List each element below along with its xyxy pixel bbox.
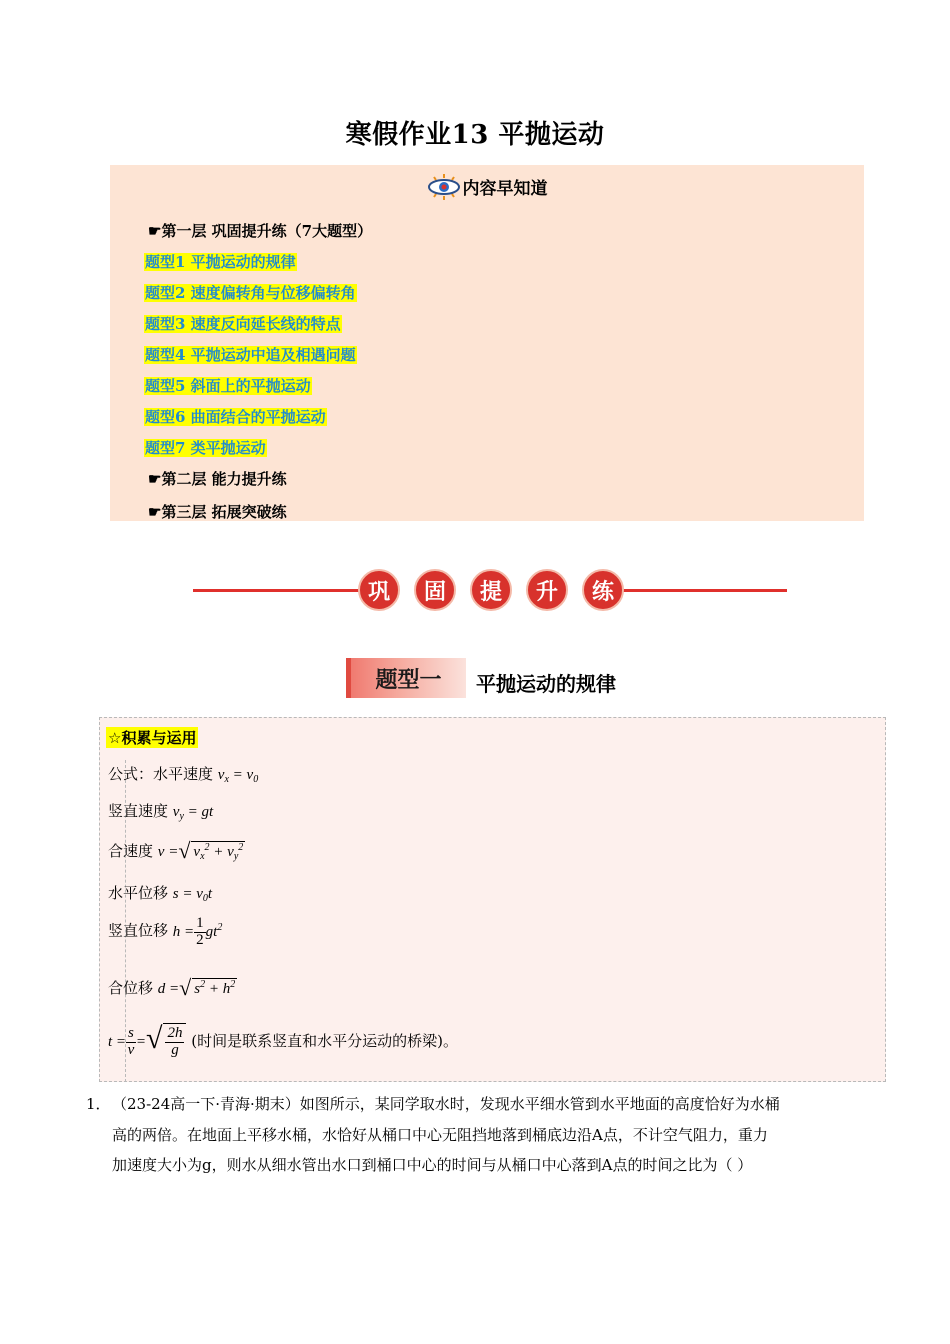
question-line-2: 高的两倍。在地面上平移水桶，水恰好从桶口中心无阻挡地落到桶底边沿A点，不计空气阻力，重力: [112, 1126, 768, 1144]
formula-d: 合位移 d =√ $s^2 + h^2$: [108, 975, 236, 1000]
banner-char-1: 巩: [358, 569, 400, 611]
formula-t: t = $\frac{s}{v}$ =√ $\frac{2h}{g}$ (时间是联系竖直和水平分运动的桥梁)。: [108, 1022, 458, 1059]
question-number: 1．: [86, 1095, 111, 1113]
toc-link-type-5[interactable]: 题型5 斜面上的平抛运动: [145, 377, 311, 395]
banner-char-4: 升: [526, 569, 568, 611]
banner-char-2: 固: [414, 569, 456, 611]
toc-link-type-6[interactable]: 题型6 曲面结合的平抛运动: [145, 408, 326, 426]
question-line-3: 加速度大小为g，则水从细水管出水口到桶口中心的时间与从桶口中心落到A点的时间之比为（ ）: [112, 1156, 753, 1174]
contents-header-text: 内容早知道: [462, 179, 548, 199]
section-title: 平抛运动的规律: [476, 672, 616, 696]
layer-2-heading: ☛第二层 能力提升练: [148, 470, 287, 488]
formula-vy: 竖直速度 $v_y$ = gt: [108, 802, 214, 822]
question-line-1: （23-24高一下·青海·期末）如图所示，某同学取水时，发现水平细水管到水平地面的高度恰好为水桶: [112, 1095, 780, 1113]
banner-char-5: 练: [582, 569, 624, 611]
formula-h: 竖直位移 h = $\frac{1}{2}$ $gt^2$: [108, 915, 223, 948]
formula-vx: 公式：水平速度 $v_x = v_0$: [108, 765, 259, 785]
toc-link-type-4[interactable]: 题型4 平抛运动中追及相遇问题: [145, 346, 356, 364]
banner-line-right: [615, 589, 787, 592]
toc-link-type-7[interactable]: 题型7 类平抛运动: [145, 439, 266, 457]
eye-icon: [427, 173, 461, 206]
formula-s: 水平位移 $s = v_0t$: [108, 884, 213, 904]
contents-panel: [110, 165, 864, 521]
formula-v: 合速度 v =√ $v_x^2 + v_y^2$: [108, 838, 244, 863]
layer-1-heading: ☛第一层 巩固提升练（7大题型）: [148, 222, 373, 240]
banner-line-left: [193, 589, 363, 592]
toc-link-type-1[interactable]: 题型1 平抛运动的规律: [145, 253, 296, 271]
page-title: 寒假作业13 平抛运动: [345, 120, 605, 150]
banner-char-3: 提: [470, 569, 512, 611]
toc-link-type-3[interactable]: 题型3 速度反向延长线的特点: [145, 315, 341, 333]
layer-3-heading: ☛第三层 拓展突破练: [148, 503, 287, 521]
section-tag: 题型一: [346, 658, 466, 698]
contents-header: [110, 173, 864, 206]
accumulate-title: ☆积累与运用: [108, 729, 197, 747]
toc-link-type-2[interactable]: 题型2 速度偏转角与位移偏转角: [145, 284, 356, 302]
